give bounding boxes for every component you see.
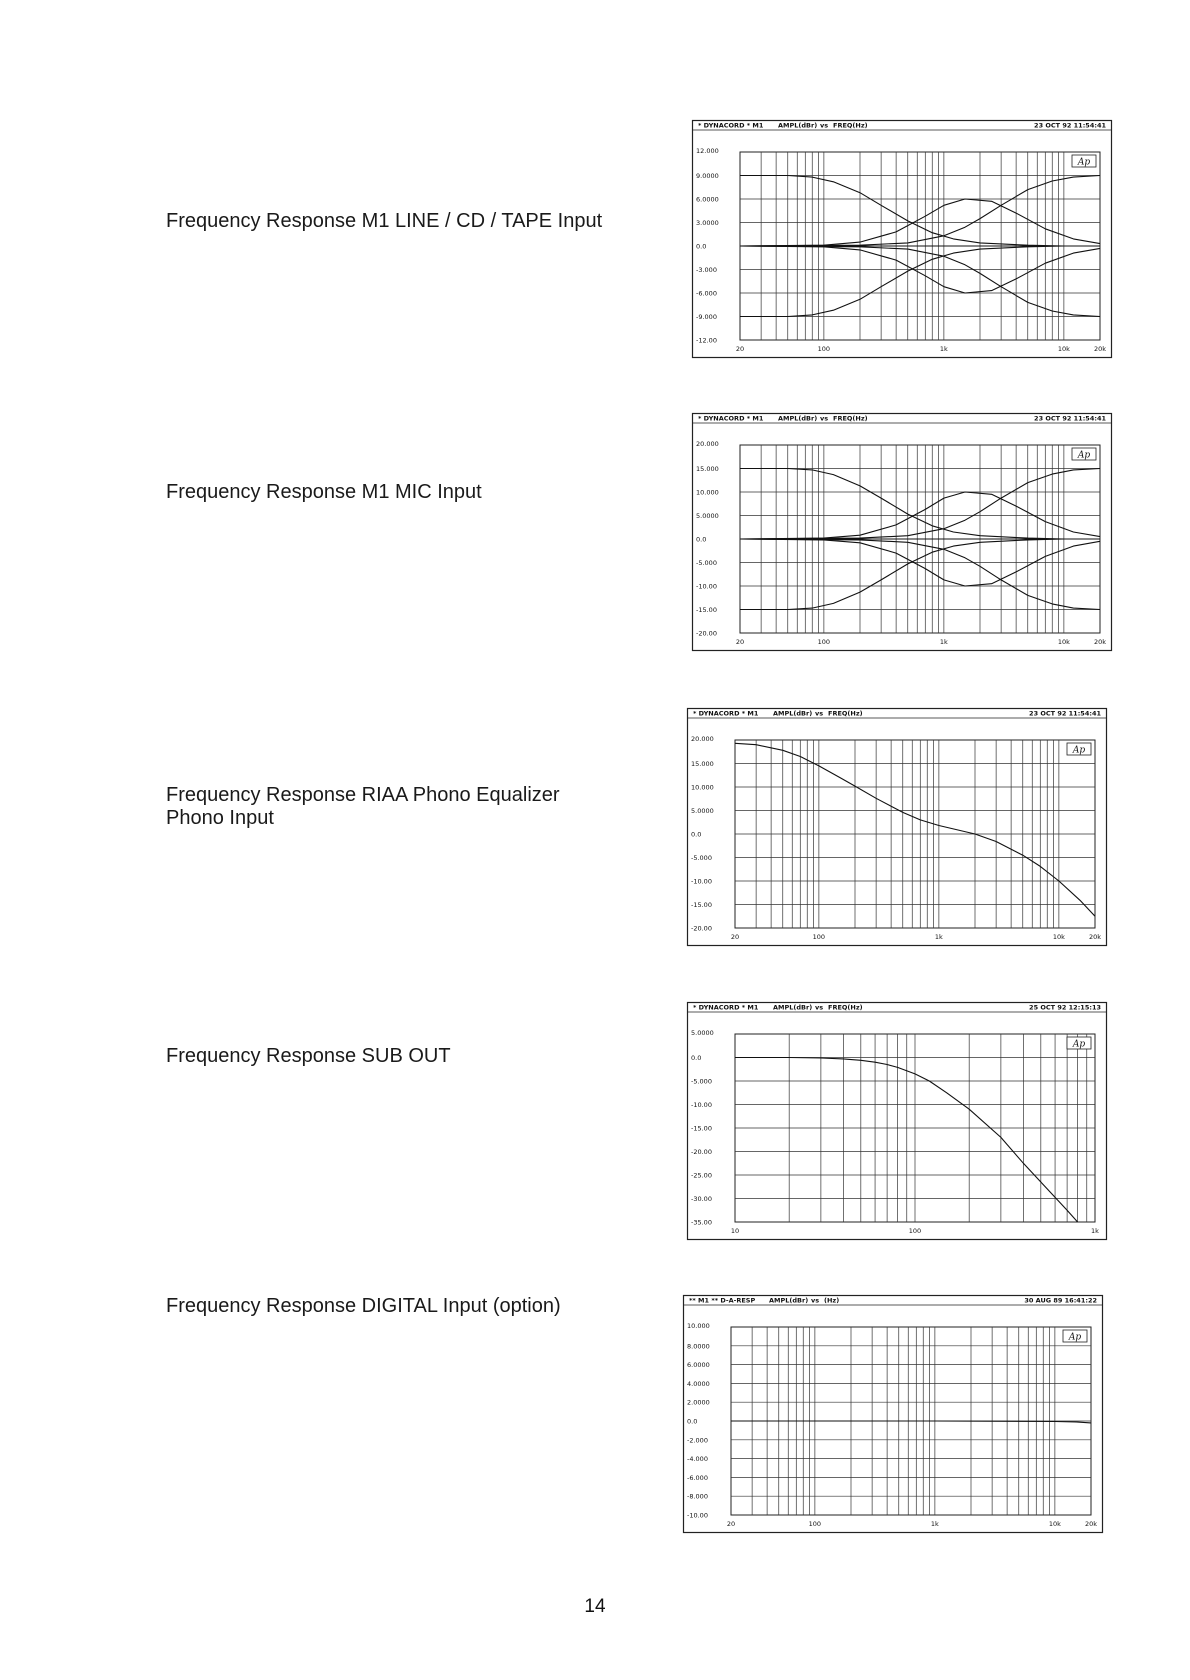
x-tick-label: 10k: [1052, 933, 1065, 941]
y-tick-label: 6.0000: [687, 1361, 710, 1370]
x-tick-label: 1k: [1091, 1227, 1099, 1235]
header-timestamp: 23 OCT 92 11:54:41: [1029, 709, 1101, 718]
y-tick-label: -15.00: [691, 1124, 712, 1133]
y-tick-label: -10.00: [691, 877, 712, 886]
y-tick-label: -4.000: [687, 1455, 708, 1464]
y-tick-label: 5.0000: [696, 512, 719, 520]
caption-mic: [166, 481, 636, 504]
x-tick-label: 20: [730, 933, 740, 941]
y-tick-label: -3.000: [696, 266, 717, 274]
chart-svg: [692, 413, 1112, 651]
x-tick-label: 1k: [939, 638, 948, 646]
x-tick-label: 20: [726, 1520, 736, 1528]
header-x-quantity: FREQ(Hz): [833, 414, 868, 423]
series-line-sub-out: [735, 1058, 1078, 1223]
x-tick-label: 100: [817, 345, 831, 353]
chart-svg: [683, 1295, 1103, 1533]
y-tick-label: -10.00: [691, 1101, 712, 1109]
header-y-quantity: AMPL(dBr): [773, 1003, 813, 1012]
header-x-quantity: FREQ(Hz): [833, 121, 868, 130]
chart-mic-input: [692, 413, 1112, 651]
series-line-bass-boost: [740, 176, 1100, 247]
caption-sub-out: [166, 1045, 636, 1068]
header-y-quantity: AMPL(dBr): [778, 414, 818, 423]
header-title: ** M1 ** D-A-RESP: [689, 1296, 756, 1305]
y-tick-label: -6.000: [687, 1473, 708, 1482]
header-y-quantity: AMPL(dBr): [769, 1296, 809, 1305]
header-x-quantity: FREQ(Hz): [828, 709, 863, 718]
y-tick-label: -10.00: [687, 1511, 708, 1520]
y-tick-label: 20.000: [691, 735, 714, 743]
caption-line: Frequency Response RIAA Phono Equalizer: [166, 784, 560, 806]
header-timestamp: 23 OCT 92 11:54:41: [1034, 414, 1106, 423]
x-tick-label: 10k: [1057, 638, 1070, 646]
chart-frame: [693, 414, 1112, 651]
y-tick-label: 10.000: [687, 1322, 710, 1330]
header-vs: vs: [820, 121, 829, 130]
y-tick-label: -20.00: [691, 1148, 712, 1156]
y-tick-label: 4.0000: [687, 1379, 710, 1388]
header-vs: vs: [811, 1296, 820, 1305]
x-tick-label: 20k: [1088, 933, 1102, 941]
x-tick-label: 20k: [1093, 345, 1107, 353]
series-line-treble-cut: [740, 246, 1100, 317]
header-timestamp: 23 OCT 92 11:54:41: [1034, 121, 1106, 130]
series-line-treble-boost: [740, 176, 1100, 247]
header-y-quantity: AMPL(dBr): [778, 121, 818, 130]
y-tick-label: 6.0000: [696, 195, 719, 204]
ap-logo-text: Ap: [1077, 450, 1091, 461]
chart-riaa-phono: [687, 708, 1107, 946]
header-title: * DYNACORD * M1: [693, 1003, 759, 1012]
caption-line: Frequency Response SUB OUT: [166, 1045, 451, 1067]
series-line-riaa: [735, 743, 1095, 916]
y-tick-label: -20.00: [691, 924, 712, 933]
chart-frame: [693, 121, 1112, 358]
y-tick-label: 0.0: [687, 1417, 698, 1426]
x-tick-label: 20: [735, 345, 745, 353]
y-tick-label: 2.0000: [687, 1398, 710, 1407]
header-y-quantity: AMPL(dBr): [773, 709, 813, 718]
y-tick-label: -10.00: [696, 582, 717, 591]
y-tick-label: 0.0: [696, 242, 707, 251]
chart-line-cd-tape: [692, 120, 1112, 358]
x-tick-label: 1k: [939, 345, 948, 353]
y-tick-label: -35.00: [691, 1218, 712, 1227]
y-tick-label: 3.0000: [696, 219, 719, 227]
header-vs: vs: [820, 414, 829, 423]
series-line-bass-cut: [740, 539, 1100, 610]
y-tick-label: -5.000: [691, 1077, 712, 1086]
y-tick-label: 8.0000: [687, 1342, 710, 1351]
y-tick-label: -15.00: [696, 606, 717, 614]
header-title: * DYNACORD * M1: [698, 121, 764, 130]
caption-line: Frequency Response M1 LINE / CD / TAPE Input: [166, 210, 603, 232]
x-tick-label: 20k: [1084, 1520, 1098, 1528]
y-tick-label: -20.00: [696, 629, 717, 638]
x-tick-label: 100: [908, 1227, 922, 1235]
x-tick-label: 20: [735, 638, 745, 646]
chart-frame: [684, 1296, 1103, 1533]
ap-logo-text: Ap: [1068, 1332, 1082, 1343]
caption-digital: [166, 1295, 636, 1318]
caption-line: Frequency Response M1 MIC Input: [166, 481, 482, 503]
x-tick-label: 100: [808, 1520, 822, 1528]
y-tick-label: -5.000: [691, 854, 712, 862]
caption-riaa-phono: [166, 784, 636, 830]
chart-svg: [692, 120, 1112, 358]
header-title: * DYNACORD * M1: [693, 709, 759, 718]
y-tick-label: -2.000: [687, 1436, 708, 1445]
series-line-d-a-resp: [731, 1421, 1091, 1423]
y-tick-label: 0.0: [696, 535, 707, 544]
y-tick-label: -8.000: [687, 1492, 708, 1501]
y-tick-label: 5.0000: [691, 1029, 714, 1037]
caption-line: Frequency Response DIGITAL Input (option): [166, 1295, 561, 1317]
page-number: 14: [584, 1596, 606, 1617]
chart-digital-input: [683, 1295, 1103, 1533]
y-tick-label: 15.000: [691, 760, 714, 768]
x-tick-label: 20k: [1093, 638, 1107, 646]
header-vs: vs: [815, 1003, 824, 1012]
caption-line-cd-tape: [166, 210, 636, 233]
y-tick-label: 0.0: [691, 830, 702, 839]
ap-logo-text: Ap: [1072, 745, 1086, 756]
header-timestamp: 25 OCT 92 12:15:13: [1029, 1003, 1101, 1012]
y-tick-label: -12.00: [696, 336, 717, 345]
y-tick-label: 20.000: [696, 440, 719, 448]
series-line-bass-boost: [740, 469, 1100, 540]
header-title: * DYNACORD * M1: [698, 414, 764, 423]
y-tick-label: 9.0000: [696, 172, 719, 180]
y-tick-label: 15.000: [696, 465, 719, 473]
series-line-treble-cut: [740, 539, 1100, 610]
ap-logo-icon: [1063, 1330, 1087, 1343]
caption-line: Phono Input: [166, 807, 274, 829]
x-tick-label: 10k: [1048, 1520, 1061, 1528]
header-vs: vs: [815, 709, 824, 718]
chart-svg: [687, 1002, 1107, 1240]
x-tick-label: 1k: [934, 933, 943, 941]
x-tick-label: 100: [817, 638, 831, 646]
x-tick-label: 10: [730, 1227, 740, 1235]
ap-logo-text: Ap: [1077, 157, 1091, 168]
header-timestamp: 30 AUG 89 16:41:22: [1024, 1296, 1097, 1305]
y-tick-label: -25.00: [691, 1171, 712, 1180]
chart-sub-out: [687, 1002, 1107, 1240]
x-tick-label: 100: [812, 933, 826, 941]
x-tick-label: 10k: [1057, 345, 1070, 353]
y-tick-label: 0.0: [691, 1054, 702, 1062]
chart-frame: [688, 1003, 1107, 1240]
ap-logo-icon: [1067, 743, 1091, 756]
y-tick-label: 10.000: [691, 783, 714, 792]
y-tick-label: -5.000: [696, 559, 717, 567]
y-tick-label: 10.000: [696, 488, 719, 497]
y-tick-label: -30.00: [691, 1195, 712, 1203]
ap-logo-text: Ap: [1072, 1039, 1086, 1050]
y-tick-label: -6.000: [696, 289, 717, 298]
y-tick-label: -9.000: [696, 313, 717, 321]
series-line-bass-cut: [740, 246, 1100, 317]
header-x-quantity: FREQ(Hz): [828, 1003, 863, 1012]
header-x-quantity: (Hz): [824, 1296, 840, 1305]
ap-logo-icon: [1067, 1037, 1091, 1050]
y-tick-label: 12.000: [696, 147, 719, 155]
y-tick-label: 5.0000: [691, 807, 714, 815]
x-tick-label: 1k: [930, 1520, 939, 1528]
ap-logo-icon: [1072, 448, 1096, 461]
y-tick-label: -15.00: [691, 901, 712, 909]
chart-svg: [687, 708, 1107, 946]
ap-logo-icon: [1072, 155, 1096, 168]
series-line-treble-boost: [740, 469, 1100, 540]
